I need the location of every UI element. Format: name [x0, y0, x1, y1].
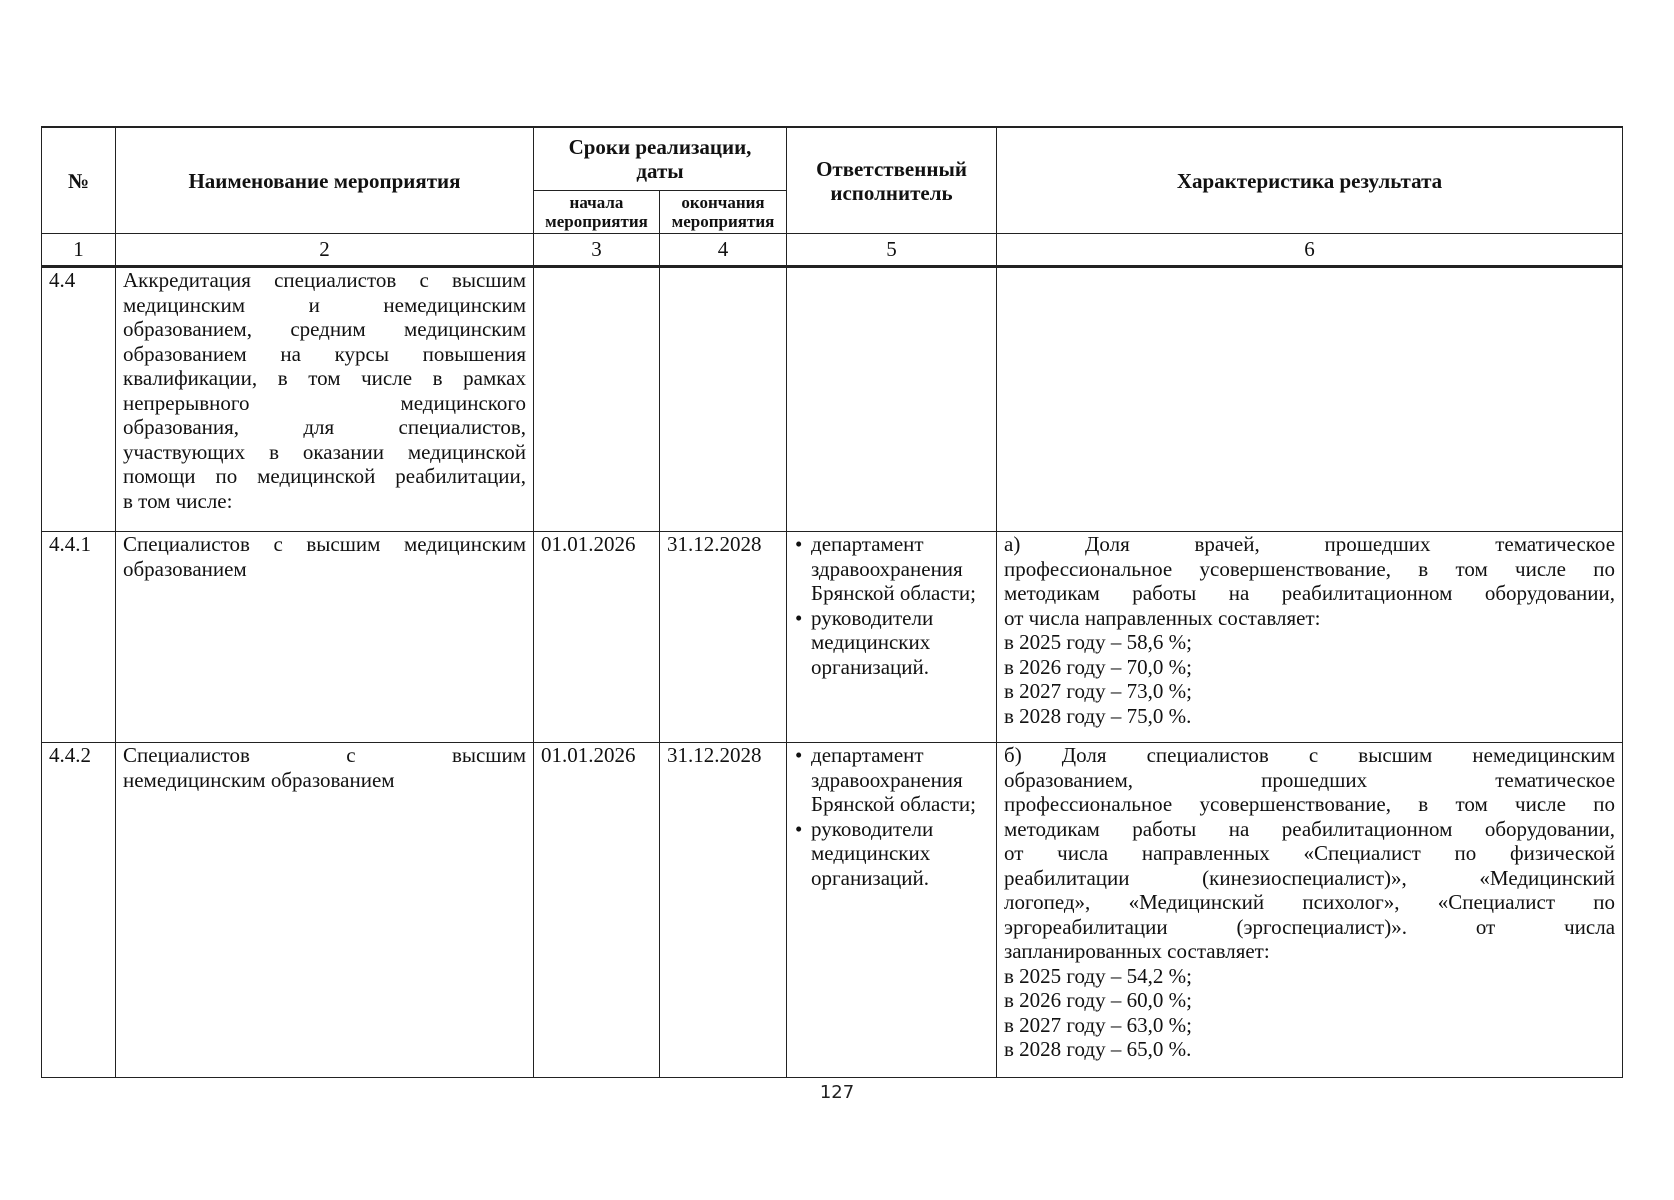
- result-line: б) Доля специалистов с высшим немедицинским: [1004, 743, 1616, 767]
- activity-name: [116, 532, 534, 743]
- responsible-list: [794, 532, 989, 679]
- result-description: [997, 267, 1623, 532]
- result-year-value: в 2027 году – 73,0 %;: [1004, 679, 1192, 703]
- end-date: 31.12.2028: [660, 532, 787, 743]
- responsible-executor: [787, 532, 997, 743]
- result-year-value: в 2025 году – 54,2 %;: [1004, 963, 1192, 988]
- result-year-value: в 2026 году – 70,0 %;: [1004, 654, 1192, 679]
- column-number-row: [42, 234, 1623, 267]
- activity-name-line: немедицинским образованием: [123, 767, 395, 792]
- column-number: 4: [660, 234, 787, 267]
- column-number: 5: [787, 234, 997, 267]
- activity-name-line: квалификации, в том числе в рамках: [123, 366, 526, 390]
- responsible-list: [794, 743, 989, 890]
- column-number: 1: [42, 234, 116, 267]
- result-description: [997, 743, 1623, 1078]
- result-line: образованием, прошедших тематическое: [1004, 767, 1616, 792]
- header-row-top: [42, 127, 1623, 191]
- activity-name-line: участвующих в оказании медицинской: [123, 439, 526, 464]
- start-date: [534, 267, 660, 532]
- result-line: профессиональное усовершенствование, в том числе по: [1004, 556, 1616, 581]
- page-number: 127: [819, 1082, 855, 1103]
- activity-name-line: образованием, средним медицинским: [123, 317, 526, 341]
- result-line: профессиональное усовершенствование, в том числе по: [1004, 792, 1616, 816]
- responsible-executor: [787, 267, 997, 532]
- header-activity-name: Наименование мероприятия: [116, 127, 534, 234]
- result-line: от числа направленных составляет:: [1004, 605, 1321, 630]
- result-line: методикам работы на реабилитационном оборудовании,: [1004, 816, 1616, 841]
- table-row: [42, 267, 1623, 532]
- table-row: [42, 743, 1623, 1078]
- activity-name-line: непрерывного медицинского: [123, 390, 526, 415]
- result-line: реабилитации (кинезиоспециалист)», «Медицинский: [1004, 865, 1616, 890]
- activity-name-line: в том числе:: [123, 488, 233, 513]
- header-responsible: Ответственный исполнитель: [787, 127, 997, 234]
- result-year-value: в 2025 году – 58,6 %;: [1004, 630, 1192, 654]
- row-number: 4.4.2: [42, 743, 116, 1078]
- column-number: 2: [116, 234, 534, 267]
- result-line: от числа направленных «Специалист по физической: [1004, 841, 1616, 865]
- row-number: 4.4: [42, 267, 116, 532]
- activity-name-line: Специалистов с высшим медицинским: [123, 532, 526, 556]
- result-year-value: в 2028 году – 75,0 %.: [1004, 703, 1192, 728]
- activity-name-line: медицинским и немедицинским: [123, 292, 526, 317]
- activity-name-line: образованием: [123, 556, 247, 581]
- result-line: методикам работы на реабилитационном оборудовании,: [1004, 581, 1616, 605]
- header-end-date: окончания мероприятия: [660, 191, 787, 234]
- activity-name: [116, 743, 534, 1078]
- responsible-item: • руководители медицинских организаций.: [794, 817, 989, 891]
- end-date: 31.12.2028: [660, 743, 787, 1078]
- activity-name-line: образования, для специалистов,: [123, 415, 526, 439]
- column-number: 6: [997, 234, 1623, 267]
- responsible-item: • руководители медицинских организаций.: [794, 606, 989, 680]
- header-result: Характеристика результата: [997, 127, 1623, 234]
- result-line: эргореабилитации (эргоспециалист)». от числа: [1004, 914, 1616, 939]
- responsible-item: • департамент здравоохранения Брянской области;: [794, 532, 989, 606]
- header-implementation-period: Сроки реализации, даты: [534, 127, 787, 191]
- result-year-value: в 2027 году – 63,0 %;: [1004, 1012, 1192, 1037]
- result-year-value: в 2028 году – 65,0 %.: [1004, 1037, 1192, 1061]
- result-line: а) Доля врачей, прошедших тематическое: [1004, 532, 1616, 556]
- start-date: 01.01.2026: [534, 532, 660, 743]
- result-description: [997, 532, 1623, 743]
- activity-name-line: Аккредитация специалистов с высшим: [123, 268, 526, 292]
- row-number: 4.4.1: [42, 532, 116, 743]
- header-number: №: [42, 127, 116, 234]
- end-date: [660, 267, 787, 532]
- activity-name-line: помощи по медицинской реабилитации,: [123, 464, 526, 488]
- result-year-value: в 2026 году – 60,0 %;: [1004, 988, 1192, 1012]
- result-line: логопед», «Медицинский психолог», «Специалист по: [1004, 890, 1616, 914]
- activities-table: [41, 126, 1623, 1078]
- activity-name-line: образованием на курсы повышения: [123, 341, 526, 366]
- header-start-date: начала мероприятия: [534, 191, 660, 234]
- result-line: запланированных составляет:: [1004, 939, 1270, 963]
- activity-name: [116, 267, 534, 532]
- table-row: [42, 532, 1623, 743]
- start-date: 01.01.2026: [534, 743, 660, 1078]
- column-number: 3: [534, 234, 660, 267]
- activity-name-line: Специалистов с высшим: [123, 743, 526, 767]
- responsible-item: • департамент здравоохранения Брянской области;: [794, 743, 989, 817]
- responsible-executor: [787, 743, 997, 1078]
